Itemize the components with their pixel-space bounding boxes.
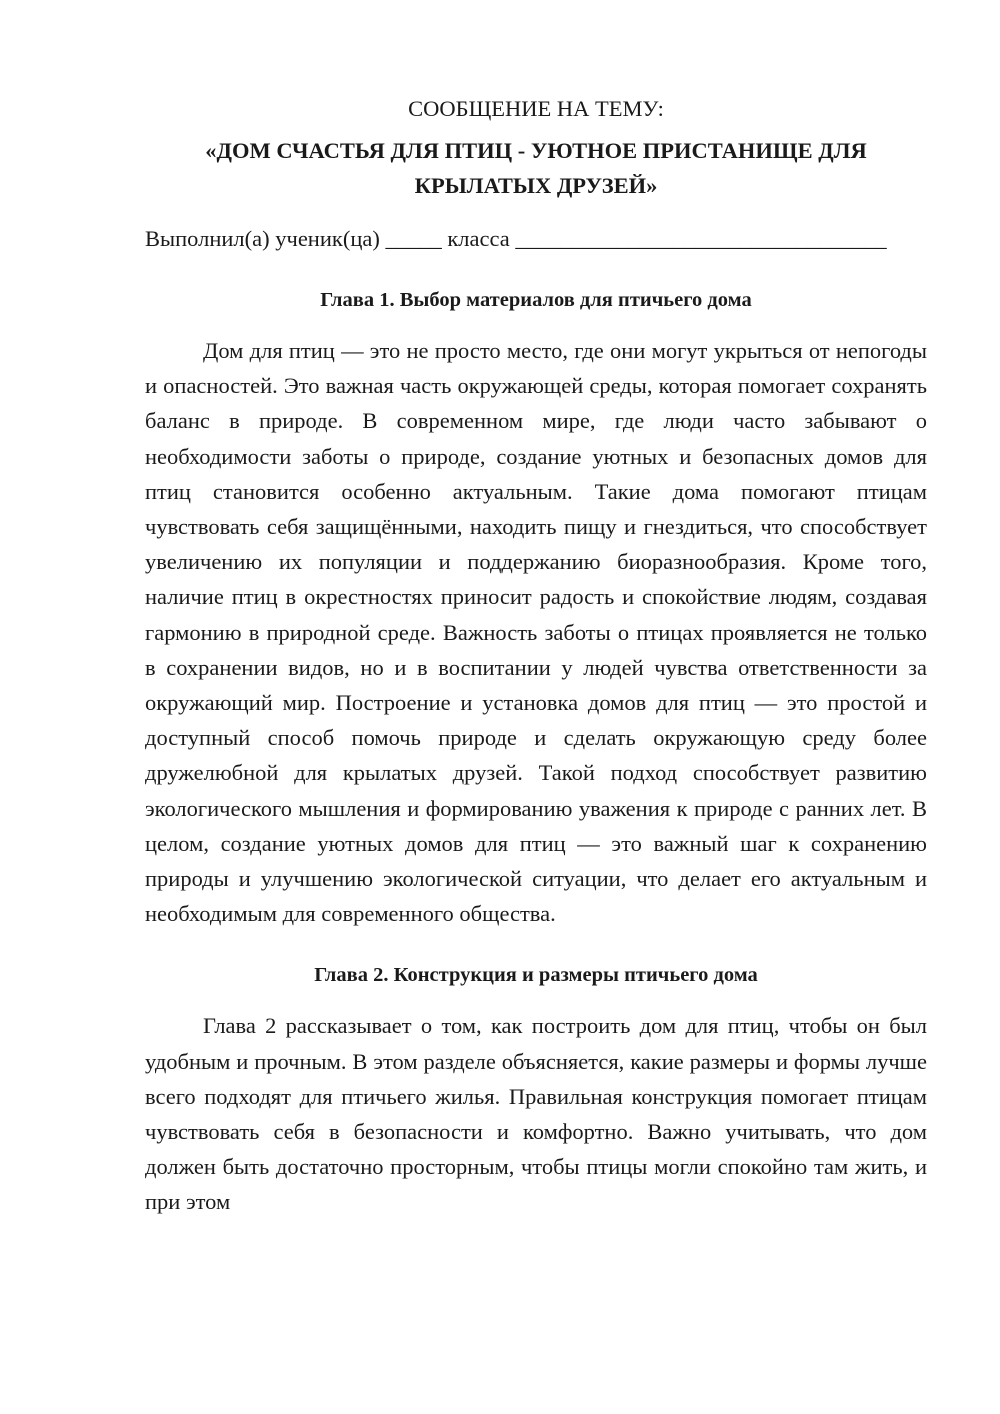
chapter-1-paragraph: Дом для птиц — это не просто место, где они могут укрыться от непогоды и опасностей. Это важная часть окружающей среды, которая помогает сохранять баланс в природе. В современном мире, где люди часто забывают о необходимости заботы о природе, создание уютных и безопасных домов для птиц становится особенно актуальным. Такие дома помогают птицам чувствовать себя защищёнными, находить пищу и гнездиться, что способствует увеличению их популяции и поддержанию биоразнообразия. Кроме того, наличие птиц в окрестностях приносит радость и спокойствие людям, создавая гармонию в природной среде. Важность заботы о птицах проявляется не только в сохранении видов, но и в воспитании у людей чувства ответственности за окружающий мир. Построение и установка домов для птиц — это простой и доступный способ помочь природе и сделать окружающую среду более дружелюбной для крылатых друзей. Такой подход способствует развитию экологического мышления и формированию уважения к природе с ранних лет. В целом, создание уютных домов для птиц — это важный шаг к сохранению природы и улучшению экологической ситуации, что делает его актуальным и необходимым для современного общества. [145,338,927,927]
document-type-label: СООБЩЕНИЕ НА ТЕМУ: [408,96,664,121]
author-line: Выполнил(а) ученик(ца) _____ класса _________________________________ [145,226,887,251]
chapter-1-heading: Глава 1. Выбор материалов для птичьего дома [320,289,752,311]
chapter-2-paragraph: Глава 2 рассказывает о том, как построить дом для птиц, чтобы он был удобным и прочным. В этом разделе объясняется, какие размеры и формы лучше всего подходят для птичьего жилья. Правильная конструкция помогает птицам чувствовать себя в безопасности и комфортно. Важно учитывать, что дом должен быть достаточно просторным, чтобы птицы могли спокойно там жить, и при этом [145,1013,927,1215]
document-page [145,90,927,1220]
chapter-2-heading: Глава 2. Конструкция и размеры птичьего дома [314,964,758,987]
document-title-line-1: «ДОМ СЧАСТЬЯ ДЛЯ ПТИЦ - УЮТНОЕ ПРИСТАНИЩЕ ДЛЯ [205,138,867,163]
document-title-line-2: КРЫЛАТЫХ ДРУЗЕЙ» [414,173,658,198]
